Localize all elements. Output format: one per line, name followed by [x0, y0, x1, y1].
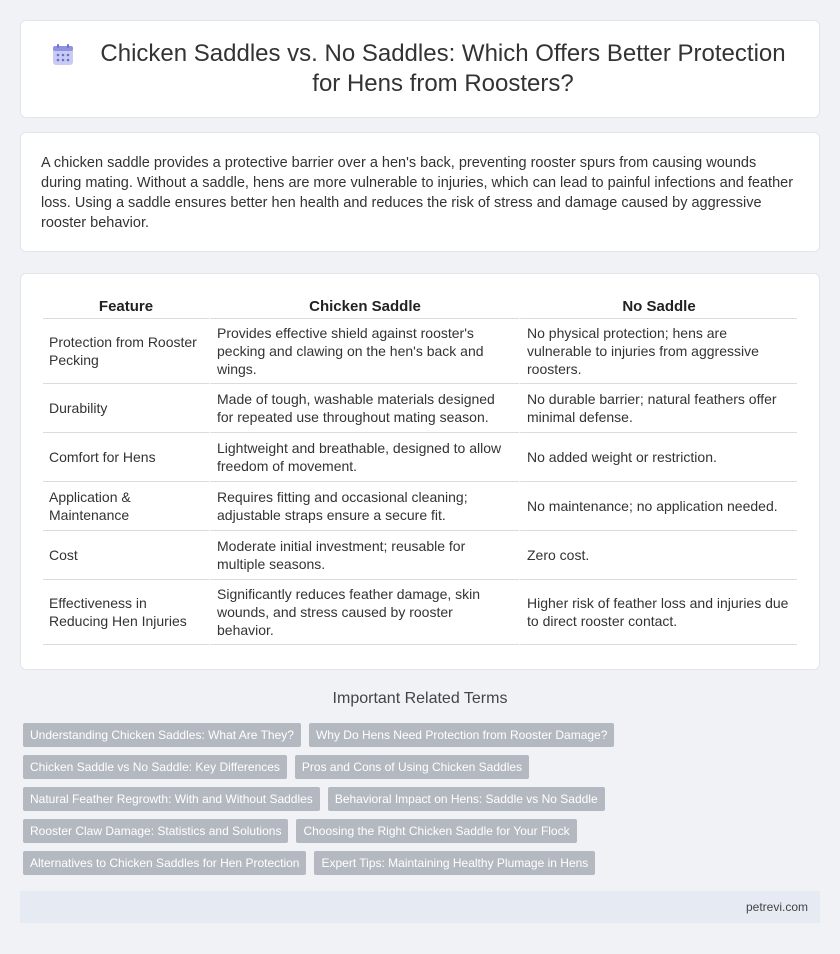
- table-row: [43, 482, 797, 531]
- related-term-tag[interactable]: Rooster Claw Damage: Statistics and Solutions: [23, 819, 288, 843]
- related-term-tag[interactable]: Expert Tips: Maintaining Healthy Plumage in Hens: [314, 851, 595, 875]
- feature-cell: Protection from Rooster Pecking: [43, 319, 209, 384]
- related-term-tag[interactable]: Behavioral Impact on Hens: Saddle vs No Saddle: [328, 787, 605, 811]
- chicken-saddle-cell: Significantly reduces feather damage, skin wounds, and stress caused by rooster behavior.: [209, 580, 519, 645]
- feature-cell: Comfort for Hens: [43, 433, 209, 482]
- footer-site-link[interactable]: petrevi.com: [745, 900, 808, 914]
- header-card: [20, 20, 820, 118]
- table-row: [43, 319, 797, 384]
- feature-cell: Application & Maintenance: [43, 482, 209, 531]
- no-saddle-cell: No physical protection; hens are vulnerable to injuries from aggressive roosters.: [519, 319, 797, 384]
- related-terms-list: [23, 723, 803, 883]
- no-saddle-cell: No maintenance; no application needed.: [519, 482, 797, 531]
- page-title: Chicken Saddles vs. No Saddles: Which Offers Better Protection for Hens from Roosters?: [100, 40, 786, 97]
- table-row: [43, 384, 797, 433]
- table-row: [43, 531, 797, 580]
- footer: [20, 891, 820, 923]
- column-header-feature: Feature: [43, 294, 209, 319]
- related-term-tag[interactable]: Choosing the Right Chicken Saddle for Your Flock: [296, 819, 576, 843]
- chicken-saddle-cell: Requires fitting and occasional cleaning; adjustable straps ensure a secure fit.: [209, 482, 519, 531]
- comparison-table-card: [20, 273, 820, 670]
- column-header-no-saddle: No Saddle: [519, 294, 797, 319]
- no-saddle-cell: Zero cost.: [519, 531, 797, 580]
- related-term-tag[interactable]: Natural Feather Regrowth: With and Without Saddles: [23, 787, 320, 811]
- intro-card: [20, 132, 820, 252]
- feature-cell: Cost: [43, 531, 209, 580]
- feature-cell: Effectiveness in Reducing Hen Injuries: [43, 580, 209, 645]
- feature-cell: Durability: [43, 384, 209, 433]
- intro-paragraph: A chicken saddle provides a protective barrier over a hen's back, preventing rooster spurs from causing wounds during mating. Without a saddle, hens are more vulnerable to injuries, which can lead to painful infections and feather loss. Using a saddle ensures better hen health and reduces the risk of stress and damage caused by aggressive rooster behavior.: [41, 155, 794, 231]
- related-term-tag[interactable]: Understanding Chicken Saddles: What Are They?: [23, 723, 301, 747]
- table-row: [43, 580, 797, 645]
- related-term-tag[interactable]: Pros and Cons of Using Chicken Saddles: [295, 755, 529, 779]
- table-row: [43, 433, 797, 482]
- no-saddle-cell: Higher risk of feather loss and injuries due to direct rooster contact.: [519, 580, 797, 645]
- related-term-tag[interactable]: Chicken Saddle vs No Saddle: Key Differences: [23, 755, 287, 779]
- comparison-table: [43, 294, 797, 645]
- chicken-saddle-cell: Moderate initial investment; reusable for multiple seasons.: [209, 531, 519, 580]
- calendar-grid-icon: [51, 43, 75, 67]
- column-header-chicken-saddle: Chicken Saddle: [209, 294, 519, 319]
- related-term-tag[interactable]: Alternatives to Chicken Saddles for Hen Protection: [23, 851, 306, 875]
- chicken-saddle-cell: Provides effective shield against rooster's pecking and clawing on the hen's back and wings.: [209, 319, 519, 384]
- chicken-saddle-cell: Made of tough, washable materials designed for repeated use throughout mating season.: [209, 384, 519, 433]
- table-header-row: [43, 294, 797, 319]
- related-term-tag[interactable]: Why Do Hens Need Protection from Rooster Damage?: [309, 723, 614, 747]
- no-saddle-cell: No durable barrier; natural feathers offer minimal defense.: [519, 384, 797, 433]
- related-terms-heading: Important Related Terms: [332, 690, 508, 707]
- no-saddle-cell: No added weight or restriction.: [519, 433, 797, 482]
- chicken-saddle-cell: Lightweight and breathable, designed to allow freedom of movement.: [209, 433, 519, 482]
